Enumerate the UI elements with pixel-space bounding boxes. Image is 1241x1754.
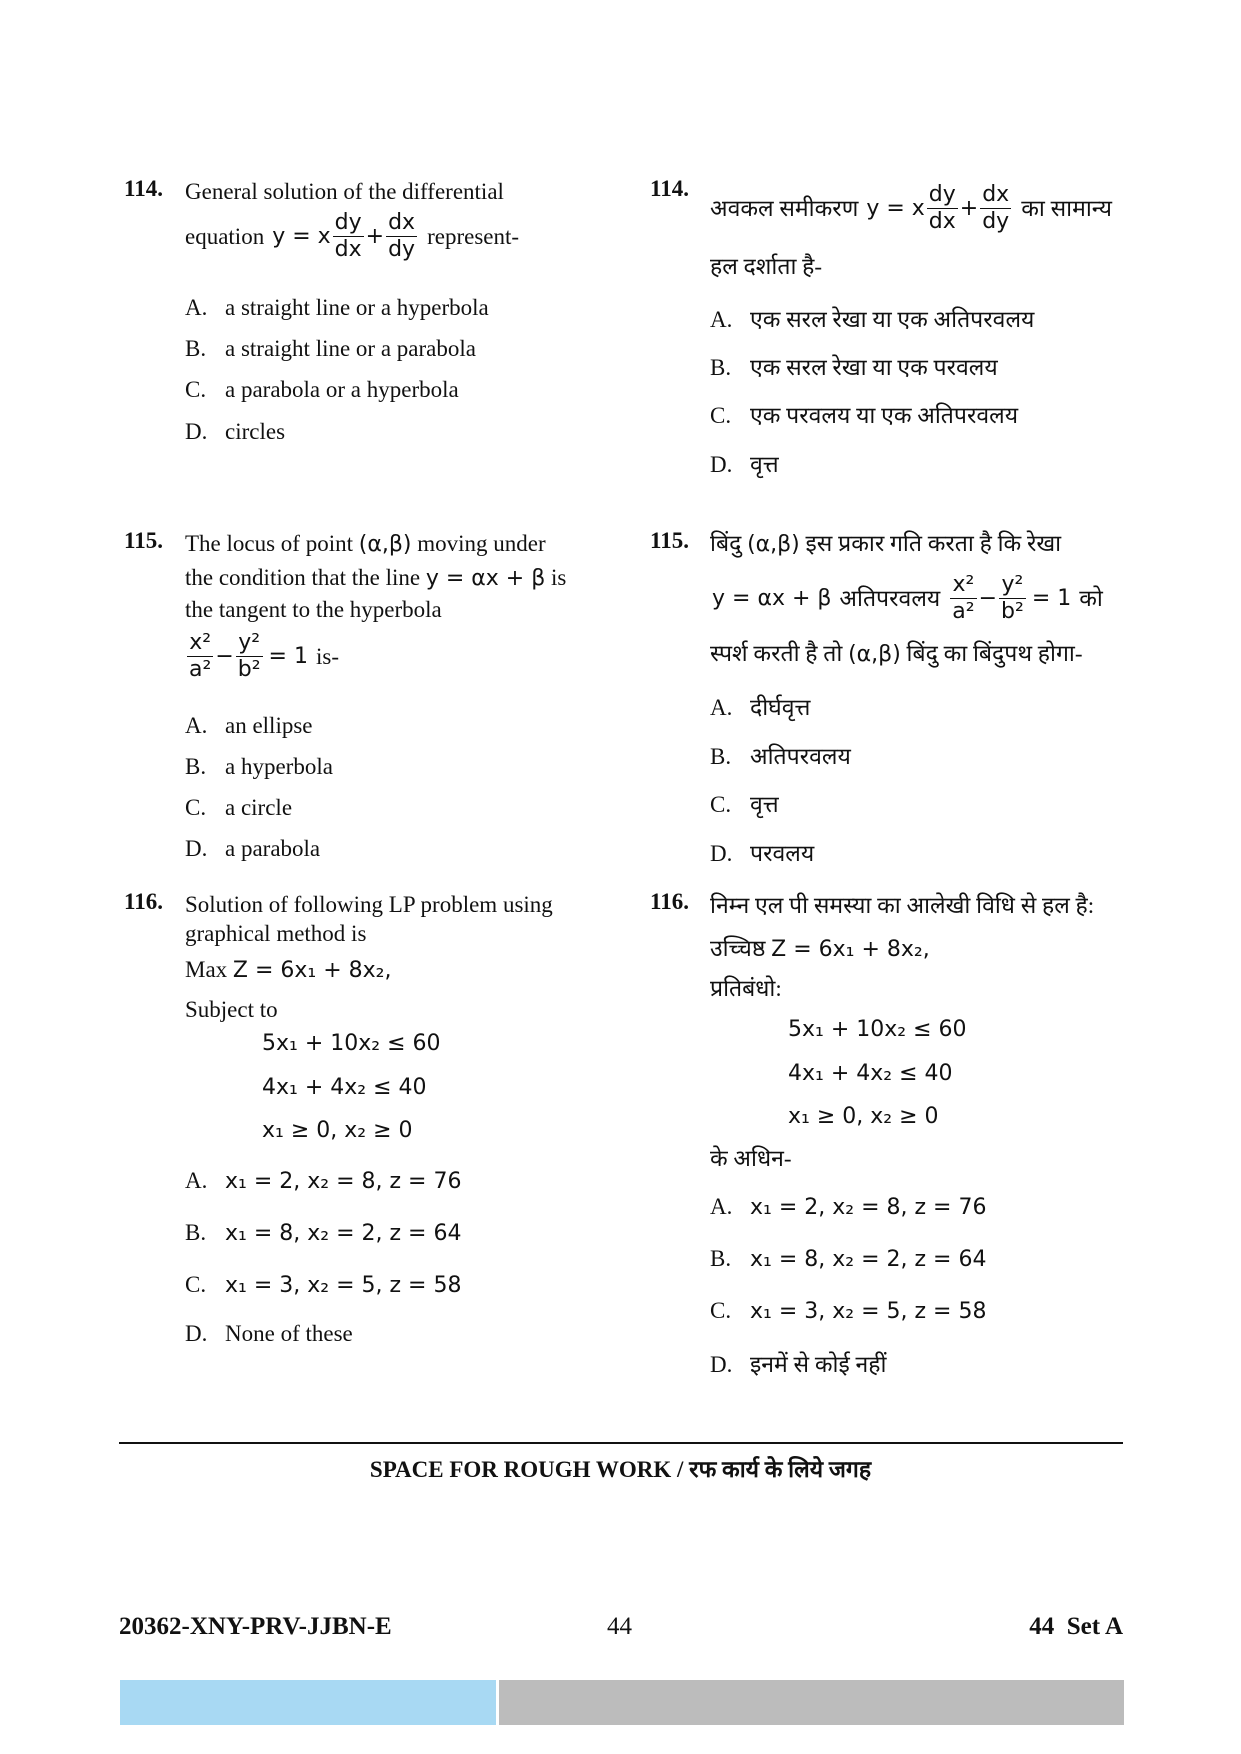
q116-hi-option-a[interactable]: A. x₁ = 2, x₂ = 8, z = 76 — [710, 1194, 987, 1220]
q114-hi-stem-line1: अवकल समीकरण y = x $\frac{dy}{dx}$ + $\frac{dx}{dy}$ का सामान्य — [710, 182, 1112, 234]
q114-hi-option-a[interactable]: A. एक सरल रेखा या एक अतिपरवलय — [710, 307, 1035, 332]
q114-eq-lhs: y = x — [272, 223, 331, 249]
q116-en-option-a[interactable]: A. x₁ = 2, x₂ = 8, z = 76 — [185, 1168, 462, 1194]
q114-frac-dydx: $\frac{dy}{dx}$ — [334, 210, 362, 262]
q115-en-stem-line3: the tangent to the hyperbola — [185, 597, 442, 622]
q116-hi-constraint-1: 5x₁ + 10x₂ ≤ 60 — [788, 1017, 967, 1042]
q115-en-option-c[interactable]: C. a circle — [185, 795, 293, 820]
q116-hi-option-c[interactable]: C. x₁ = 3, x₂ = 5, z = 58 — [710, 1298, 987, 1324]
footer-bar-gray — [499, 1680, 1124, 1725]
q114-en-option-a[interactable]: A. a straight line or a hyperbola — [185, 295, 489, 320]
q116-hi-constraint-2: 4x₁ + 4x₂ ≤ 40 — [788, 1061, 953, 1086]
q116-hi-option-d[interactable]: D. इनमें से कोई नहीं — [710, 1352, 887, 1377]
q114-hi-option-b[interactable]: B. एक सरल रेखा या एक परवलय — [710, 355, 998, 380]
rough-work-heading: SPACE FOR ROUGH WORK / रफ कार्य के लिये जगह — [369, 1457, 872, 1482]
q115-hi-option-a[interactable]: A. दीर्घवृत्त — [710, 695, 811, 720]
q115-hi-stem-line1: बिंदु (α,β) इस प्रकार गति करता है कि रेखा — [710, 531, 1062, 557]
q115-en-option-a[interactable]: A. an ellipse — [185, 713, 313, 738]
q114-hi-option-c[interactable]: C. एक परवलय या एक अतिपरवलय — [710, 403, 1019, 428]
rough-work-divider — [119, 1442, 1123, 1444]
q116-hi-subject-to: प्रतिबंधो: — [710, 976, 782, 1001]
question-number-115: 115. — [124, 528, 163, 553]
q116-en-objective: Max Z = 6x₁ + 8x₂, — [185, 957, 392, 983]
q115-en-stem-line1: The locus of point (α,β) moving under — [185, 531, 546, 557]
q114-en-stem-line1: General solution of the differential — [185, 179, 504, 204]
q116-en-option-b[interactable]: B. x₁ = 8, x₂ = 2, z = 64 — [185, 1220, 462, 1246]
q115-hi-option-d[interactable]: D. परवलय — [710, 841, 815, 866]
question-number-115-hi: 115. — [650, 528, 689, 553]
q115-en-option-b[interactable]: B. a hyperbola — [185, 754, 333, 779]
q114-hi-stem-line2: हल दर्शाता है- — [710, 254, 823, 279]
question-number-116-hi: 116. — [650, 889, 689, 914]
q116-hi-option-b[interactable]: B. x₁ = 8, x₂ = 2, z = 64 — [710, 1246, 987, 1272]
footer-bar-blue — [120, 1680, 496, 1725]
q116-en-stem-line2: graphical method is — [185, 921, 367, 946]
page-set-label: 44 Set A — [1029, 1613, 1123, 1640]
q116-en-option-d[interactable]: D. None of these — [185, 1321, 353, 1346]
q116-hi-objective: उच्चिष्ठ Z = 6x₁ + 8x₂, — [710, 936, 930, 962]
q116-en-constraint-2: 4x₁ + 4x₂ ≤ 40 — [262, 1075, 427, 1100]
q116-hi-constraint-3: x₁ ≥ 0, x₂ ≥ 0 — [788, 1104, 939, 1129]
q114-en-option-d[interactable]: D. circles — [185, 419, 286, 444]
q116-en-option-c[interactable]: C. x₁ = 3, x₂ = 5, z = 58 — [185, 1272, 462, 1298]
q116-en-constraint-3: x₁ ≥ 0, x₂ ≥ 0 — [262, 1118, 413, 1143]
q116-hi-under: के अधिन- — [710, 1146, 792, 1171]
q115-hi-option-b[interactable]: B. अतिपरवलय — [710, 744, 851, 769]
q114-frac-dxdy: $\frac{dx}{dy}$ — [388, 210, 416, 262]
q115-en-stem-line2: the condition that the line y = αx + β is — [185, 565, 567, 591]
q115-hi-stem-line3: स्पर्श करती है तो (α,β) बिंदु का बिंदुपथ होगा- — [710, 641, 1083, 667]
q115-hi-option-c[interactable]: C. वृत्त — [710, 792, 779, 817]
q115-en-option-d[interactable]: D. a parabola — [185, 836, 321, 861]
q114-en-equation-line: equation y = x $\frac{dy}{dx}$ + $\frac{dx}{dy}$ represent- — [185, 210, 520, 262]
q116-en-constraint-1: 5x₁ + 10x₂ ≤ 60 — [262, 1031, 441, 1056]
q114-en-represent: represent- — [427, 223, 520, 249]
q116-en-stem-line1: Solution of following LP problem using — [185, 892, 553, 917]
paper-code: 20362-XNY-PRV-JJBN-E — [119, 1613, 392, 1640]
q114-hi-option-d[interactable]: D. वृत्त — [710, 452, 779, 477]
q116-hi-stem-line1: निम्न एल पी समस्या का आलेखी विधि से हल है: — [710, 893, 1095, 918]
q114-en-option-c[interactable]: C. a parabola or a hyperbola — [185, 377, 459, 402]
page-number: 44 — [607, 1613, 632, 1640]
question-number-116: 116. — [124, 889, 163, 914]
q116-en-subject-to: Subject to — [185, 997, 278, 1022]
question-number-114: 114. — [124, 176, 163, 201]
q114-en-equation-label: equation — [185, 223, 265, 249]
q114-en-option-b[interactable]: B. a straight line or a parabola — [185, 336, 476, 361]
question-number-114-hi: 114. — [650, 176, 689, 201]
q115-en-hyperbola-eq: $\frac{\text{x²}}{\text{a²}}$ − $\frac{\text{y²}}{\text{b²}}$ = 1 is- — [189, 630, 339, 682]
q115-hi-stem-line2: y = αx + β अतिपरवलय $\frac{\text{x²}}{\text{a²}}$ − $\frac{\text{y²}}{\text{b²}}$ = 1 को — [712, 572, 1103, 624]
